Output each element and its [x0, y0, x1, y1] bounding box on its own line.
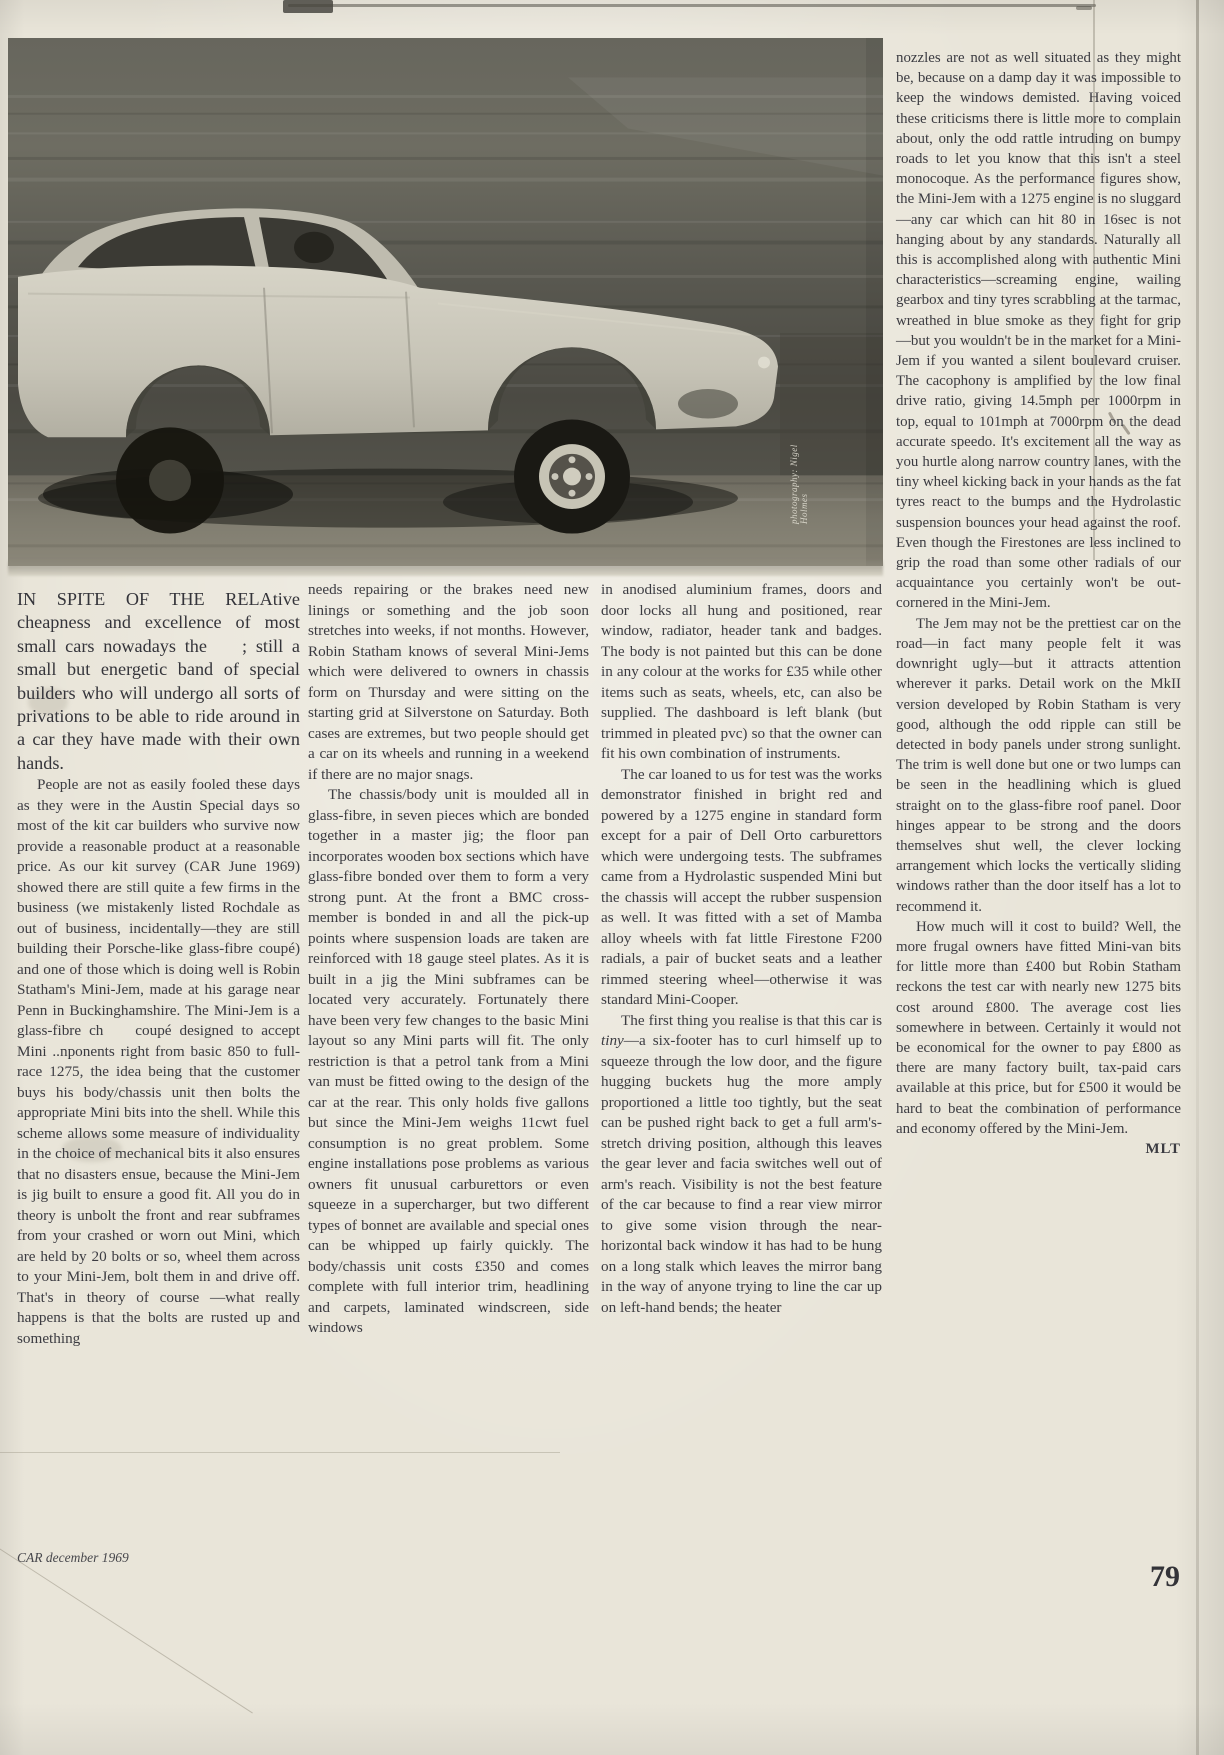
- scan-line-top: [288, 4, 1096, 7]
- page-number: 79: [1150, 1560, 1180, 1593]
- paragraph: People are not as easily fooled these days as they were in the Austin Special days so most of the kit car builders who survive now provide a reasonable product at a reasonable price. As our kit survey (CAR June 1969) showed there are still quite a few firms in the business (we mistakenly listed Rochdale as out of business, incidentally—they are still building their Porsche-like glass-fibre coupé) and one of those which is doing well is Robin Statham's Mini-Jem, made at his garage near Penn in Buckinghamshire. The Mini-Jem is a glass-fibre ch coupé designed to accept Mini ..nponents right from basic 850 to full-race 1275, the idea being that the customer buys his body/chassis unit then bolts the appropriate Mini bits into the shell. While this scheme allows some measure of individuality in the choice of mechanical bits it also ensures that no disasters ensue, because the Mini-Jem is jig built to ensure a good fit. All you do in theory is unbolt the front and rear subframes from your crashed or worn out Mini, which are held by 20 bolts or so, wheel them across to your Mini-Jem, bolt them in and drive off. That's in theory of course —what really happens is that the bolts are rusted up and something: [17, 776, 300, 1347]
- paragraph-text: —a six-footer has to curl himself up to squeeze through the low door, and the figure hugging buckets hug the more amply proportioned a little too tightly, but the seat can be pushed right back to get a full arm's-stretch driving position, although this leaves the gear lever and facia switches well out of arm's reach. Visibility is not the best feature of the car because to find a rear view mirror to give some vision through the near-horizontal back window it has had to be hung on a long stalk which leaves the mirror bang in the way of anyone trying to line the car up on left-hand bends; the heater: [601, 1032, 882, 1316]
- article-column-1: [17, 588, 300, 1349]
- photo-credit: photography: Nigel Holmes: [789, 444, 809, 524]
- article-column-4: [896, 48, 1181, 1159]
- emphasized-word: tiny: [601, 1032, 624, 1049]
- article-column-3: [601, 580, 882, 1318]
- paper-crease-right: [1196, 0, 1199, 1755]
- scan-tick-top: [1076, 6, 1092, 10]
- intro-paragraph: IN SPITE OF THE RELAtive cheapness and excellence of most small cars nowadays the ; still a small but energetic band of special builders who will undergo all sorts of privations to be able to ride around in a car they have made with their own hands.: [17, 589, 300, 773]
- article-column-2: [308, 580, 589, 1339]
- car-photo-illustration: [8, 38, 883, 566]
- paragraph: The Jem may not be the prettiest car on the road—in fact many people felt it was downright ugly—but it attracts attention wherever it parks. Detail work on the MkII version developed by Robin Statham is very good, although the odd ripple can still be detected in body panels under strong sunlight. The trim is well done but one or two lumps can be seen in the headlining which is glued straight on to the glass-fibre roof panel. Door hinges appear to be strong and the doors themselves shut well, the clever locking arrangement which locks the vertically sliding windows rather than the door itself has a lot to recommend it.: [896, 615, 1181, 915]
- paragraph: The chassis/body unit is moulded all in glass-fibre, in seven pieces which are bonded together in a master jig; the floor pan incorporates wooden box sections which have glass-fibre bonded over them to form a very strong punt. At the front a BMC cross-member is bonded in and all the pick-up points where suspension loads are taken are reinforced with 18 gauge steel plates. As it is built in a jig the Mini subframes can be located very accurately. Fortunately there have been very few changes to the basic Mini layout so any Mini parts will fit. The only restriction is that a petrol tank from a Mini van must be fitted owing to the design of the car at the rear. This only holds five gallons but since the Mini-Jem weighs 11cwt fuel consumption is no great problem. Some engine installations pose problems as various owners fit unusual carburettors or even squeeze in a supercharger, but two different types of bonnet are available and special ones can be whipped up fairly quickly. The body/chassis unit costs £350 and comes complete with full interior trim, headlining and carpets, laminated windscreen, side windows: [308, 786, 589, 1336]
- paragraph: The car loaned to us for test was the works demonstrator finished in bright red and powered by a 1275 engine in standard form except for a pair of Dell Orto carburettors which were undergoing tests. The subframes came from a Hydrolastic suspended Mini but the chassis will accept the rubber suspension as well. It was fitted with a set of Mamba alloy wheels with fat little Firestone F200 radials, a pair of bucket seats and a leather rimmed steering wheel—otherwise it was standard Mini-Cooper.: [601, 765, 882, 1008]
- footer-issue-label: CAR december 1969: [17, 1550, 129, 1565]
- photo-bottom-edge: [8, 560, 883, 576]
- paragraph: nozzles are not as well situated as they might be, because on a damp day it was impossible to keep the windows demisted. Having voiced these criticisms there is little more to complain about, only the odd rattle intruding on bumpy roads to let you know that this isn't a steel monocoque. As the performance figures show, the Mini-Jem with a 1275 engine is no sluggard —any car which can hit 80 in 16sec is not hanging about by any standards. Naturally all this is accomplished along with authentic Mini characteristics—screaming engine, wailing gearbox and tiny tyres scrabbling at the tarmac, wreathed in blue smoke as they fight for grip —but you wouldn't be in the market for a Mini-Jem if you wanted a silent boulevard cruiser. The cacophony is amplified by the low final drive ratio, giving 14.5mph per 1000rpm in top, equal to 101mph at 7000rpm on the dead accurate speedo. It's excitement all the way as you hurtle along narrow country lanes, with the tiny wheel kicking back in your hands as the fat tyres react to the bumps and the Hydrolastic suspension bounces your head against the roof. Even though the Firestones are less inclined to grip the road than some other radials of our acquaintance you certainly won't be out-cornered in the Mini-Jem.: [896, 50, 1181, 612]
- paper-crease-bottom: [0, 1452, 560, 1453]
- paragraph: [601, 1011, 882, 1319]
- author-initials: MLT: [1145, 1140, 1181, 1157]
- paragraph: needs repairing or the brakes need new linings or something and the job soon stretches into weeks, if not months. However, Robin Statham knows of several Mini-Jems which were delivered to owners in chassis form on Thursday and were sitting on the starting grid at Silverstone on Saturday. Both cases are extremes, but two people should get a car on its wheels and running in a weekend if there are no major snags.: [308, 581, 589, 783]
- car-photo: [8, 38, 883, 566]
- paragraph-text: The first thing you realise is that this car is: [621, 1011, 882, 1029]
- paragraph: [896, 917, 1181, 1157]
- paragraph-text: How much will it cost to build? Well, the more frugal owners have fitted Mini-van bits for little more than £400 but Robin Statham reckons the test car with nearly new 1275 bits cost around £800. The average cost lies somewhere in between. Certainly it would not be economical for the owner to pay £800 as there are many factory built, tax-paid cars available at this price, but for £500 it would be hard to beat the combination of performance and economy offered by the Mini-Jem.: [896, 918, 1181, 1137]
- paragraph: in anodised aluminium frames, doors and door locks all hung and positioned, rear window, radiator, header tank and badges. The body is not painted but this can be done in any colour at the works for £35 while other items such as seats, wheels, etc, can also be supplied. The dashboard is left blank (but trimmed in pleated pvc) so that the owner can fit his own combination of instruments.: [601, 581, 882, 762]
